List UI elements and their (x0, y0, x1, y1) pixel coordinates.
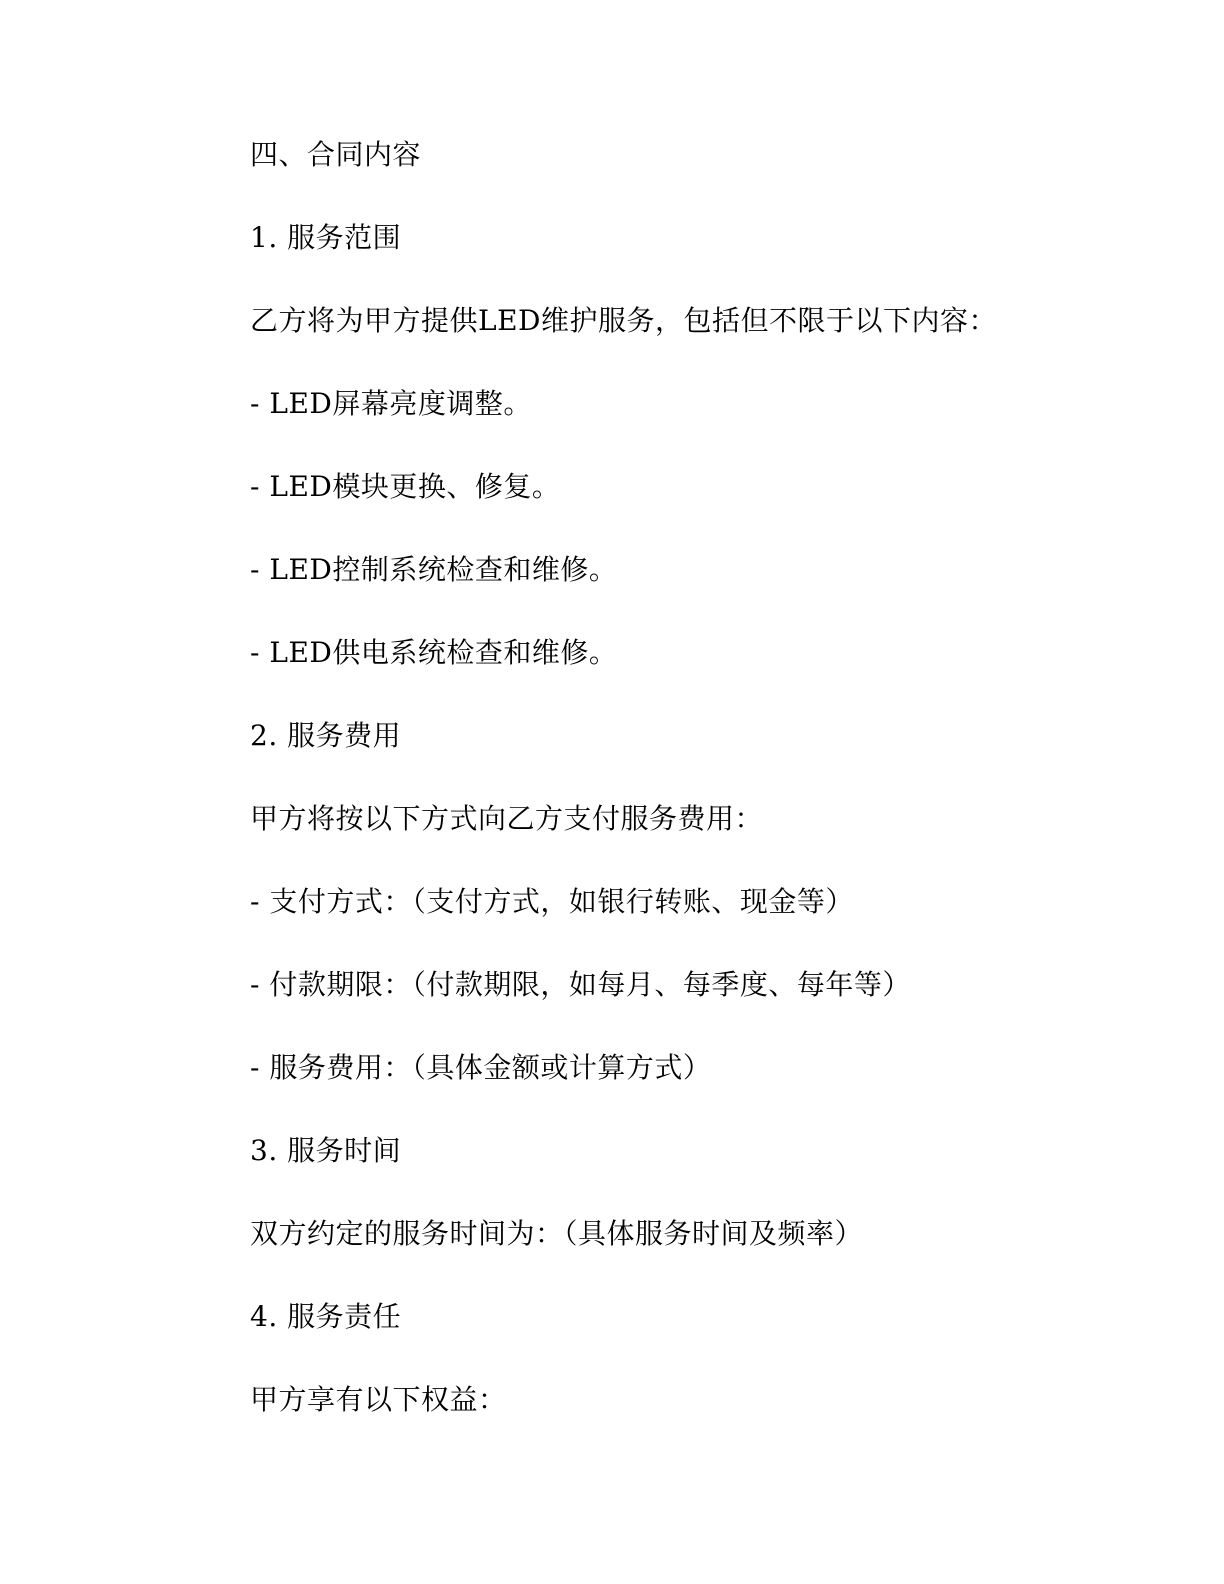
list-item-fee-amount: - 服务费用：（具体金额或计算方式） (250, 1051, 712, 1084)
paragraph-service-time: 双方约定的服务时间为：（具体服务时间及频率） (250, 1217, 864, 1250)
subsection-heading-service-responsibility: 4. 服务责任 (250, 1300, 402, 1333)
paragraph-service-scope-intro: 乙方将为甲方提供LED维护服务，包括但不限于以下内容： (250, 304, 997, 337)
subsection-heading-service-fee: 2. 服务费用 (250, 719, 402, 752)
section-heading-contract-content: 四、合同内容 (250, 138, 422, 171)
subsection-heading-service-time: 3. 服务时间 (250, 1134, 402, 1167)
list-item-module: - LED模块更换、修复。 (250, 470, 561, 503)
list-item-payment-term: - 付款期限：（付款期限，如每月、每季度、每年等） (250, 968, 911, 1001)
subsection-heading-service-scope: 1. 服务范围 (250, 221, 402, 254)
list-item-payment-method: - 支付方式：（支付方式，如银行转账、现金等） (250, 885, 854, 918)
paragraph-service-fee-intro: 甲方将按以下方式向乙方支付服务费用： (250, 802, 764, 835)
paragraph-party-a-rights: 甲方享有以下权益： (250, 1383, 507, 1416)
list-item-control-system: - LED控制系统检查和维修。 (250, 553, 618, 586)
document-body (250, 133, 1010, 1461)
list-item-brightness: - LED屏幕亮度调整。 (250, 387, 532, 420)
list-item-power-system: - LED供电系统检查和维修。 (250, 636, 618, 669)
